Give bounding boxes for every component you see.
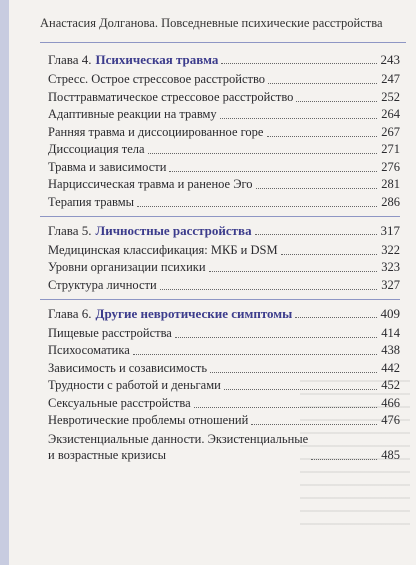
- toc-entry-label-text: Психосоматика: [48, 343, 130, 357]
- toc-entry-label: [48, 72, 265, 87]
- chapter-page-number: 409: [380, 305, 400, 321]
- toc-entry[interactable]: [48, 396, 400, 411]
- dot-leader: [160, 289, 378, 290]
- toc-entry-label: [48, 396, 191, 411]
- toc-entry[interactable]: [48, 361, 400, 376]
- toc-entry-page-number: 252: [381, 89, 400, 104]
- toc-entry-label-text: Уровни организации психики: [48, 260, 206, 274]
- toc-entry-label-text: Медицинская классификация: МКБ и DSM: [48, 242, 278, 257]
- dot-leader: [194, 407, 378, 408]
- toc-entry-page-number: 476: [381, 413, 400, 427]
- dot-leader: [175, 337, 377, 338]
- chapter-number: Глава 5.: [48, 222, 92, 238]
- toc-entry[interactable]: [48, 260, 400, 275]
- page-edge: [0, 0, 9, 565]
- dot-leader: [210, 372, 377, 373]
- toc-entry-label: [48, 107, 217, 122]
- toc-entry-page-number: 327: [381, 277, 400, 292]
- chapter-heading[interactable]: [48, 217, 400, 238]
- dot-leader: [220, 118, 378, 119]
- table-of-contents: [40, 46, 400, 465]
- dot-leader: [256, 188, 378, 189]
- toc-entry[interactable]: [48, 243, 400, 258]
- chapter-number: Глава 6.: [48, 305, 92, 321]
- dot-leader: [133, 354, 377, 355]
- toc-entry[interactable]: [48, 72, 400, 87]
- toc-entry-label-text: Сексуальные расстройства: [48, 395, 191, 410]
- toc-entry-label: [48, 413, 248, 428]
- dot-leader: [221, 63, 376, 64]
- toc-entry-label-text: Адаптивные реакции на травму: [48, 107, 217, 121]
- toc-entry[interactable]: [48, 326, 400, 341]
- toc-entry-label-text: Структура личности: [48, 277, 157, 292]
- toc-entry-label-text: Терапия травмы: [48, 194, 135, 209]
- toc-entry-page-number: 286: [381, 194, 400, 209]
- toc-entry[interactable]: [48, 278, 400, 293]
- toc-entry-page-number: 452: [381, 378, 400, 392]
- toc-entry-page-number: 267: [381, 124, 400, 139]
- toc-entry[interactable]: [48, 413, 400, 428]
- toc-entry-page-number: 281: [381, 177, 400, 191]
- toc-entry-label: [48, 160, 166, 175]
- toc-entry[interactable]: [48, 431, 400, 463]
- chapter-title: Личностные расстройства: [95, 222, 252, 238]
- dot-leader: [224, 389, 377, 390]
- dot-leader: [311, 459, 377, 460]
- toc-entry-page-number: 323: [381, 260, 400, 274]
- toc-entry[interactable]: [48, 160, 400, 175]
- toc-entry-label: [48, 125, 264, 140]
- toc-entry-label-text: и возрастные кризисы: [48, 447, 166, 462]
- toc-entry[interactable]: [48, 142, 400, 157]
- toc-entry-label-line1: Экзистенциальные данности. Экзистенциальные: [48, 431, 309, 446]
- toc-entry-label-text: Трудности с работой и деньгами: [48, 378, 221, 392]
- toc-entry-label: [48, 326, 172, 341]
- toc-entry[interactable]: [48, 90, 400, 105]
- toc-entry-page-number: 247: [381, 72, 400, 86]
- chapter-number: Глава 4.: [48, 52, 92, 67]
- chapter-title: Психическая травма: [95, 52, 219, 67]
- dot-leader: [148, 153, 378, 154]
- toc-entry[interactable]: [48, 343, 400, 358]
- dot-leader: [295, 317, 376, 318]
- toc-entry-page-number: 414: [381, 325, 400, 340]
- toc-entry-label: [48, 278, 157, 293]
- toc-entry-label-text: Пищевые расстройства: [48, 325, 172, 340]
- toc-entry-label-text: Диссоциация тела: [48, 142, 145, 156]
- toc-entry-label-text: Посттравматическое стрессовое расстройство: [48, 89, 294, 104]
- toc-entry-label: [48, 142, 145, 157]
- running-header: Анастасия Долганова. Повседневные психические расстройства: [40, 4, 406, 43]
- toc-entry-page-number: 271: [381, 142, 400, 156]
- dot-leader: [267, 136, 378, 137]
- toc-entry-label-text: Ранняя травма и диссоциированное горе: [48, 124, 264, 139]
- dot-leader: [296, 101, 377, 102]
- dot-leader: [251, 424, 377, 425]
- toc-entry-label-text: Травма и зависимости: [48, 159, 167, 174]
- chapter-page-number: 317: [380, 222, 400, 238]
- toc-entry-label-text: Зависимость и созависимость: [48, 360, 208, 375]
- toc-entry-label: [48, 243, 278, 258]
- dot-leader: [281, 254, 378, 255]
- dot-leader: [268, 83, 377, 84]
- toc-entry-page-number: 322: [381, 242, 400, 257]
- toc-entry-page-number: 485: [381, 447, 400, 462]
- chapter-heading[interactable]: [48, 46, 400, 67]
- toc-entry[interactable]: [48, 125, 400, 140]
- toc-entry-label-text: Невротические проблемы отношений: [48, 413, 249, 427]
- toc-entry-page-number: 442: [381, 360, 400, 375]
- toc-entry-label: [48, 343, 130, 358]
- toc-entry-label: [48, 260, 206, 275]
- toc-entry-label-text: Стресс. Острое стрессовое расстройство: [48, 72, 266, 86]
- toc-entry[interactable]: [48, 378, 400, 393]
- toc-entry-page-number: 438: [381, 343, 400, 357]
- dot-leader: [255, 234, 377, 235]
- toc-entry-label: [48, 90, 293, 105]
- toc-entry-label: [48, 378, 221, 393]
- toc-entry[interactable]: [48, 107, 400, 122]
- toc-entry-page-number: 264: [381, 107, 400, 121]
- toc-entry[interactable]: [48, 195, 400, 210]
- toc-entry-label-text: Нарциссическая травма и раненое Эго: [48, 177, 253, 191]
- toc-entry[interactable]: [48, 177, 400, 192]
- toc-entry-label: [48, 361, 207, 376]
- chapter-heading[interactable]: [48, 300, 400, 321]
- chapter-title: Другие невротические симптомы: [95, 305, 293, 321]
- toc-entry-label: [48, 177, 253, 192]
- toc-entry-label: [48, 195, 134, 210]
- dot-leader: [209, 271, 378, 272]
- toc-entry-page-number: 276: [381, 159, 400, 174]
- dot-leader: [169, 171, 377, 172]
- dot-leader: [137, 206, 377, 207]
- toc-entry-label: [48, 431, 308, 463]
- chapter-page-number: 243: [380, 52, 400, 67]
- toc-entry-page-number: 466: [381, 395, 400, 410]
